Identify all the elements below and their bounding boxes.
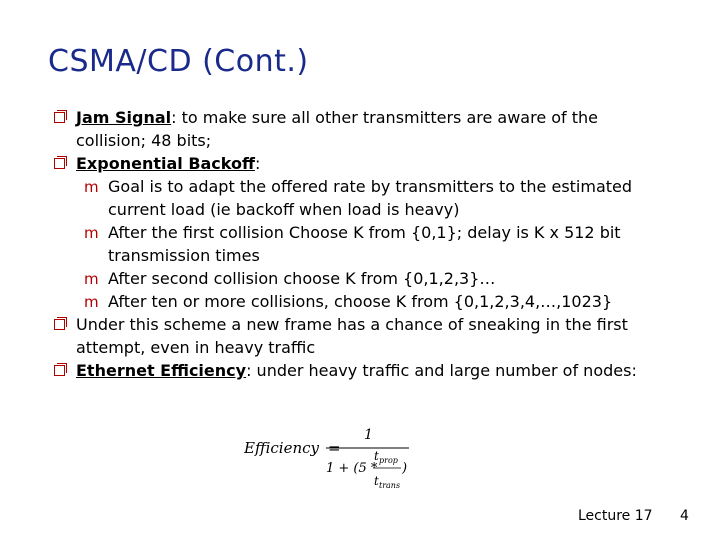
bullet-item-jam-signal [48,106,648,152]
bullet-list [48,106,648,382]
bullet-term: Exponential Backoff [76,154,255,173]
formula-t-trans: t [374,474,379,488]
checkbox-bullet-icon [54,365,65,376]
sub-bullet-first-collision [48,221,648,267]
sub-bullet-icon: m [84,224,99,242]
bullet-text: Under this scheme a new frame has a chance of sneaking in the first attempt, even in heavy traffic [76,315,628,357]
formula-numerator: 1 [364,427,373,443]
sub-bullet-text: Goal is to adapt the offered rate by transmitters to the estimated current load (ie backoff when load is heavy) [108,177,633,219]
formula-close-paren: ) [402,461,408,476]
bullet-item-scheme [48,313,648,359]
checkbox-bullet-icon [54,158,65,169]
formula-t-prop: t [374,449,379,463]
formula-equals: = [328,439,341,457]
bullet-term: Ethernet Efficiency [76,361,247,380]
bullet-text: : under heavy traffic and large number of nodes: [246,361,637,380]
sub-bullet-second-collision [48,267,648,290]
footer-lecture: Lecture 17 [578,508,653,524]
sub-bullet-goal [48,175,648,221]
checkbox-bullet-icon [54,112,65,123]
bullet-term: Jam Signal [76,108,172,127]
bullet-item-ethernet-efficiency [48,359,648,382]
sub-bullet-text: After the first collision Choose K from {0,1}; delay is K x 512 bit transmission times [108,223,621,265]
sub-bullet-text: After ten or more collisions, choose K from {0,1,2,3,4,…,1023} [108,292,613,311]
sub-bullet-ten-collisions [48,290,648,313]
sub-bullet-text: After second collision choose K from {0,1,2,3}… [108,269,496,288]
sub-bullet-icon: m [84,178,99,196]
slide-title: CSMA/CD (Cont.) [48,44,309,79]
checkbox-bullet-icon [54,319,65,330]
page-number: 4 [680,508,689,524]
formula-trans-subscript: trans [379,481,401,490]
bullet-text: : [254,154,261,173]
efficiency-formula [244,426,414,498]
sub-bullet-icon: m [84,293,99,311]
formula-denominator-prefix: 1 + (5 * [326,461,378,476]
sub-bullet-icon: m [84,270,99,288]
bullet-item-exponential-backoff [48,152,648,175]
bullet-text: : to make sure all other transmitters are aware of the collision; 48 bits; [76,108,599,150]
formula-prop-subscript: prop [379,456,398,465]
formula-lhs: Efficiency [244,439,319,457]
